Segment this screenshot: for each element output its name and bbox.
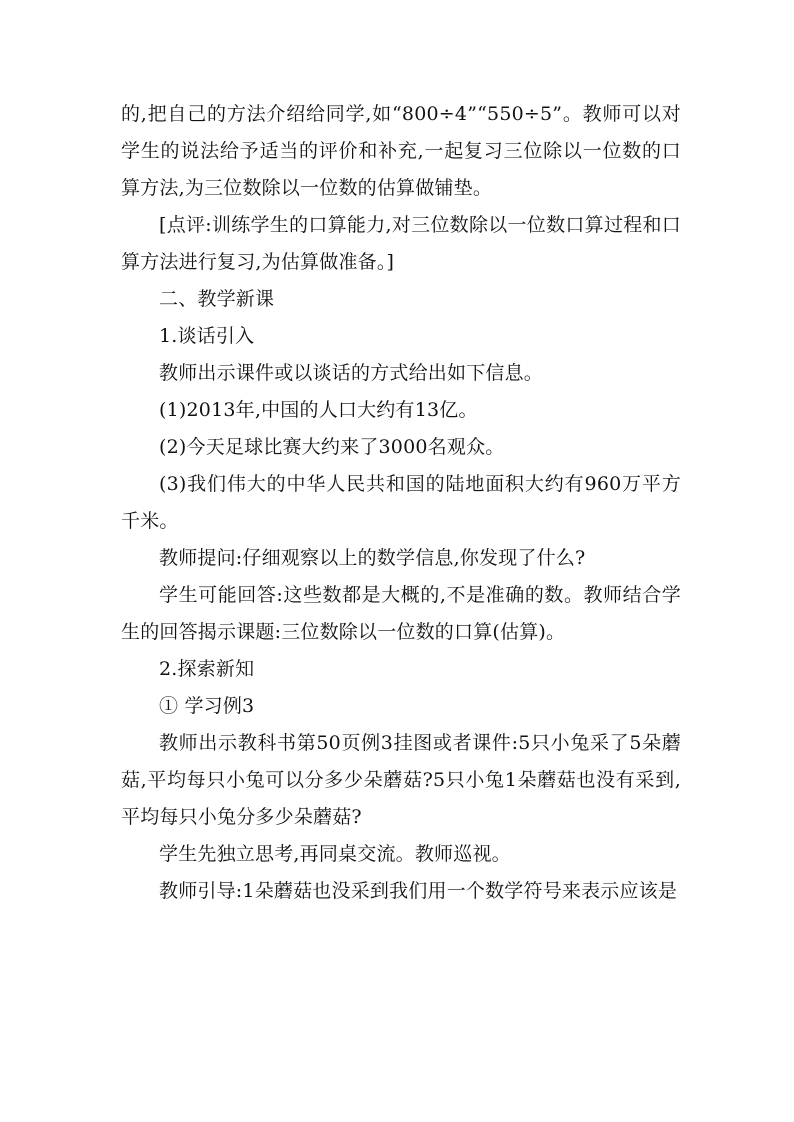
subheading-introduction: 1.谈话引入	[159, 325, 255, 347]
subheading-example-3: ① 学习例3	[159, 695, 255, 717]
list-item-land-area: (3)我们伟大的中华人民共和国的陆地面积大约有960万平方千米。	[121, 473, 681, 532]
paragraph-student-discussion: 学生先独立思考,再同桌交流。教师巡视。	[159, 843, 511, 865]
paragraph-teacher-guidance: 教师引导:1朵蘑菇也没采到我们用一个数学符号来表示应该是	[159, 880, 678, 902]
paragraph-teacher-question: 教师提问:仔细观察以上的数学信息,你发现了什么?	[159, 547, 586, 569]
paragraph-comment: [点评:训练学生的口算能力,对三位数除以一位数口算过程和口算方法进行复习,为估算做准备。]	[121, 214, 681, 273]
paragraph-example-problem: 教师出示教科书第50页例3挂图或者课件:5只小兔采了5朵蘑菇,平均每只小兔可以分多少朵蘑菇?5只小兔1朵蘑菇也没有采到,平均每只小兔分多少朵蘑菇?	[121, 732, 681, 828]
paragraph-intro-continuation: 的,把自己的方法介绍给同学,如“800÷4”“550÷5”。教师可以对学生的说法给予适当的评价和补充,一起复习三位除以一位数的口算方法,为三位数除以一位数的估算做铺垫。	[121, 103, 681, 199]
paragraph-student-answer: 学生可能回答:这些数都是大概的,不是准确的数。教师结合学生的回答揭示课题:三位数除以一位数的口算(估算)。	[121, 584, 681, 643]
subheading-explore: 2.探索新知	[159, 658, 255, 680]
section-heading-new-lesson: 二、教学新课	[159, 288, 275, 310]
document-body	[121, 96, 681, 910]
list-item-audience: (2)今天足球比赛大约来了3000名观众。	[159, 436, 505, 458]
list-item-population: (1)2013年,中国的人口大约有13亿。	[159, 399, 478, 421]
paragraph-teacher-info: 教师出示课件或以谈话的方式给出如下信息。	[159, 362, 544, 384]
